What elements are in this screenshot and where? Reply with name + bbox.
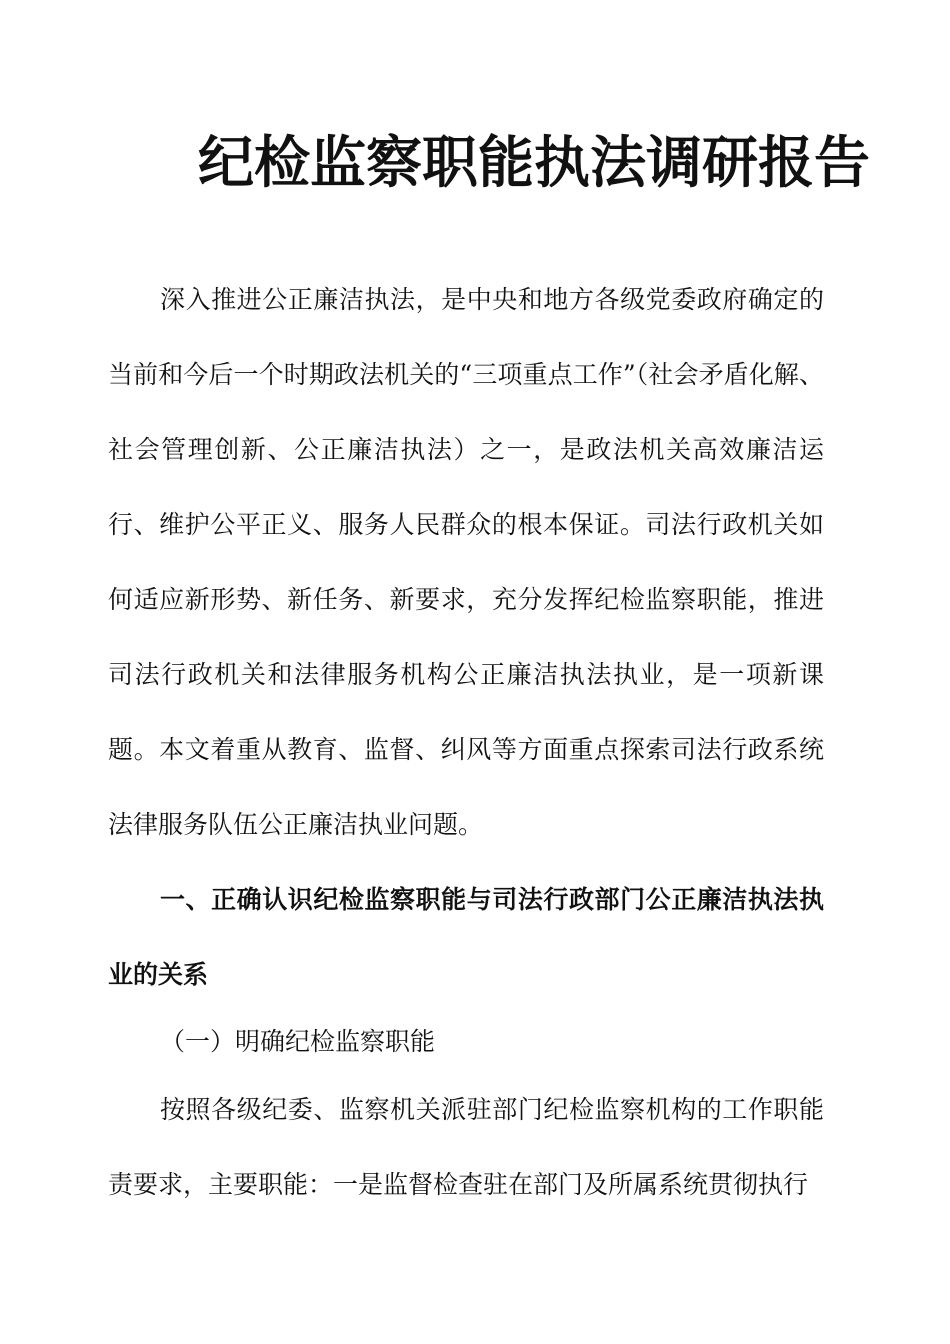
subsection-1-heading: （一）明确纪检监察职能 <box>160 1027 436 1056</box>
subsection-1-paragraph: 按照各级纪委、监察机关派驻部门纪检监察机构的工作职能责要求，主要职能：一是监督检查驻在部门及所属系统贯彻执行 <box>108 1095 824 1199</box>
document-title: 纪检监察职能执法调研报告 <box>198 131 870 196</box>
section-1-heading: 一、正确认识纪检监察职能与司法行政部门公正廉洁执法执业的关系 <box>108 885 824 989</box>
intro-paragraph: 深入推进公正廉洁执法，是中央和地方各级党委政府确定的当前和今后一个时期政法机关的“三项重点工作”（社会矛盾化解、社会管理创新、公正廉洁执法）之一，是政法机关高效廉洁运行、维护公平正义、服务人民群众的根本保证。司法行政机关如何适应新形势、新任务、新要求，充分发挥纪检监察职能，推进司法行政机关和法律服务机构公正廉洁执法执业，是一项新课题。本文着重从教育、监督、纠风等方面重点探索司法行政系统法律服务队伍公正廉洁执业问题。 <box>108 285 824 839</box>
document-body <box>108 262 824 1222</box>
